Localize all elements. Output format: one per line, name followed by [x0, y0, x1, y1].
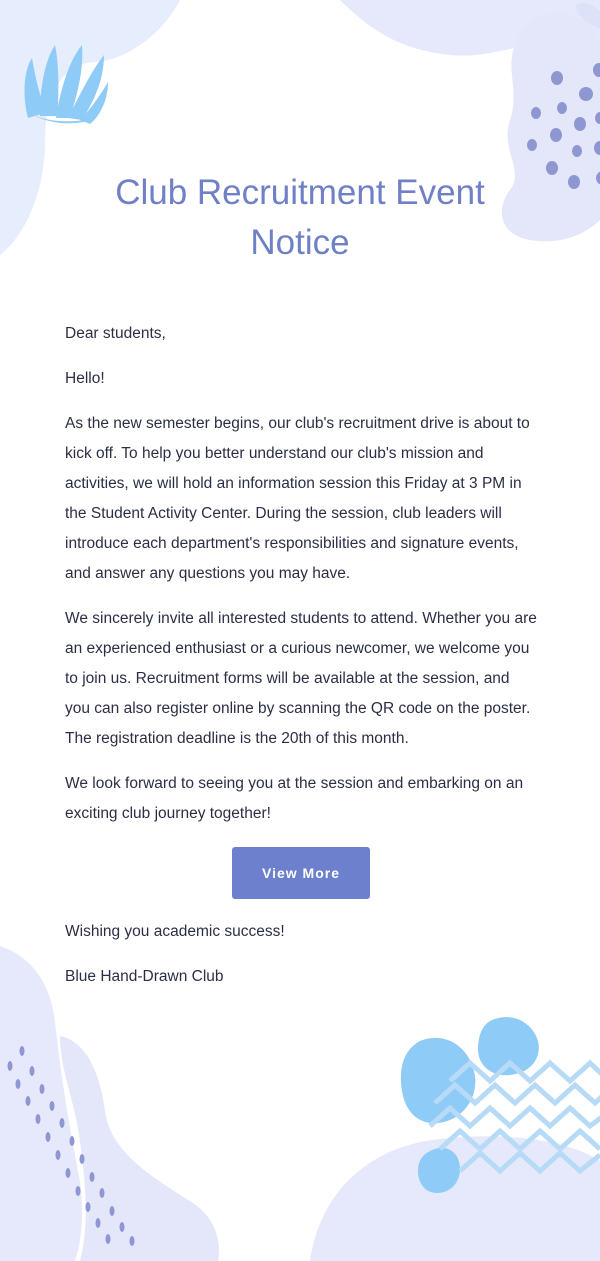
- title-line-2: Notice: [250, 223, 350, 262]
- signature: Blue Hand-Drawn Club: [65, 968, 224, 985]
- paragraph-invitation: We sincerely invite all interested students to attend. Whether you are an experienced enthusiast or a curious newcomer, we welcome you to join us. Recruitment forms will be available at the session, and you can also register online by scanning the QR code on the poster. The registration deadline is the 20th of this month.: [65, 610, 537, 747]
- hello-line: Hello!: [65, 370, 105, 387]
- button-container: [65, 847, 537, 899]
- closing-line: Wishing you academic success!: [65, 923, 285, 940]
- page-title: [0, 168, 600, 268]
- notice-body: [65, 319, 537, 1007]
- decoration-bottom-left: [0, 941, 230, 1261]
- title-line-1: Club Recruitment Event: [115, 173, 485, 212]
- decoration-bottom-right: [310, 1011, 600, 1261]
- paragraph-intro: As the new semester begins, our club's recruitment drive is about to kick off. To help you better understand our club's mission and activities, we will hold an information session this Friday at 3 PM in the Student Activity Center. During the session, club leaders will introduce each department's responsibilities and signature events, and answer any questions you may have.: [65, 415, 530, 582]
- view-more-button[interactable]: View More: [232, 847, 370, 899]
- paragraph-closing: We look forward to seeing you at the session and embarking on an exciting club journey together!: [65, 775, 524, 822]
- greeting: Dear students,: [65, 325, 166, 342]
